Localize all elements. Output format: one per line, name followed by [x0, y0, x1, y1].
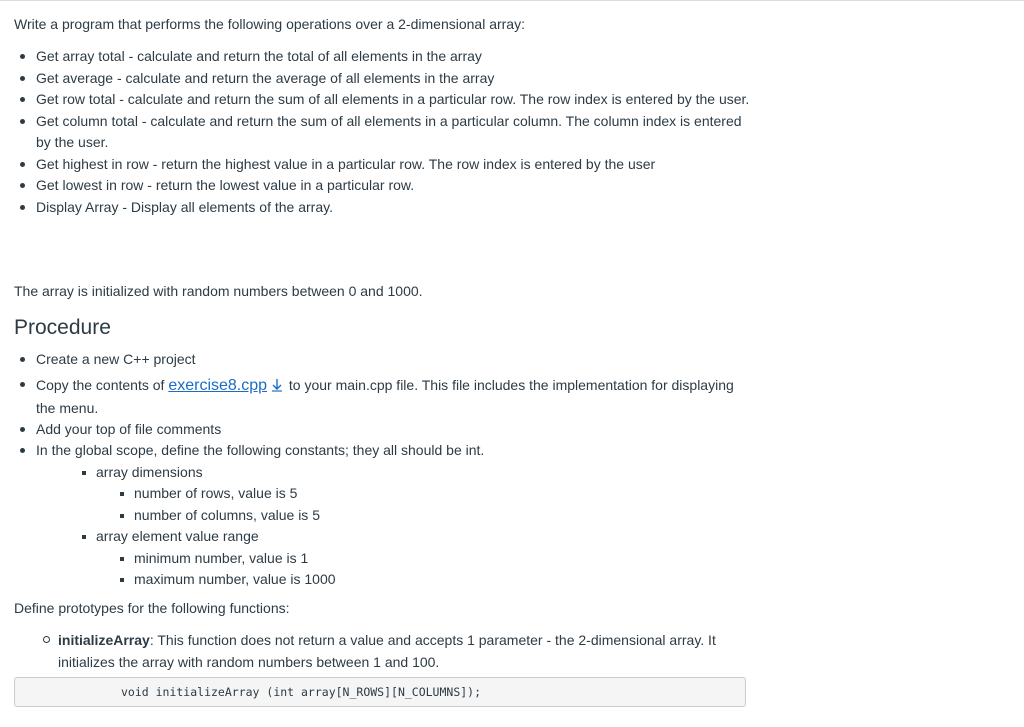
prototypes-intro: Define prototypes for the following functions:	[14, 600, 290, 616]
constants-list	[80, 462, 754, 591]
function-name: initializeArray	[58, 632, 150, 648]
dims-label: array dimensions	[96, 463, 203, 480]
list-item: Display Array - Display all elements of the array.	[14, 197, 754, 219]
dims-list	[118, 483, 754, 526]
step-text: In the global scope, define the following constants; they all should be int.	[36, 442, 485, 458]
prototypes-list	[14, 629, 754, 673]
download-icon[interactable]	[271, 378, 283, 392]
list-item: Get column total - calculate and return the sum of all elements in a particular column. The column index is entered by the user.	[14, 111, 754, 154]
list-item: Get row total - calculate and return the sum of all elements in a particular row. The row index is entered by the user.	[14, 89, 754, 111]
list-item	[14, 440, 754, 591]
list-item: Add your top of file comments	[14, 419, 754, 441]
intro-text: Write a program that performs the following operations over a 2-dimensional array:	[14, 16, 525, 32]
list-item	[14, 629, 754, 673]
list-item: Get highest in row - return the highest value in a particular row. The row index is entered by the user	[14, 154, 754, 176]
step-text: Copy the contents of	[36, 376, 169, 393]
step-text: to your main.cpp file. This file includes the implementation for displaying the menu.	[36, 376, 734, 416]
operations-list	[14, 46, 754, 218]
list-item	[80, 526, 754, 591]
exercise-file-link[interactable]: exercise8.cpp	[168, 376, 268, 394]
list-item: Get array total - calculate and return the total of all elements in the array	[14, 46, 754, 68]
list-item: Get average - calculate and return the average of all elements in the array	[14, 68, 754, 90]
procedure-heading: Procedure	[14, 316, 111, 339]
list-item: number of rows, value is 5	[118, 483, 754, 505]
procedure-list	[14, 349, 754, 591]
list-item: minimum number, value is 1	[118, 548, 754, 570]
range-label: array element value range	[96, 528, 259, 544]
init-note: The array is initialized with random numbers between 0 and 1000.	[14, 283, 423, 299]
list-item	[80, 462, 754, 527]
list-item: Get lowest in row - return the lowest value in a particular row.	[14, 175, 754, 197]
list-item: Create a new C++ project	[14, 349, 754, 371]
code-block: void initializeArray (int array[N_ROWS][N_COLUMNS]);	[14, 677, 746, 707]
function-desc: : This function does not return a value and accepts 1 parameter - the 2-dimensional array. It initializes the array with random numbers between 1 and 100.	[58, 632, 716, 670]
list-item	[14, 374, 754, 419]
range-list	[118, 548, 754, 591]
list-item: number of columns, value is 5	[118, 505, 754, 527]
list-item: maximum number, value is 1000	[118, 569, 754, 591]
top-divider	[0, 0, 1024, 1]
